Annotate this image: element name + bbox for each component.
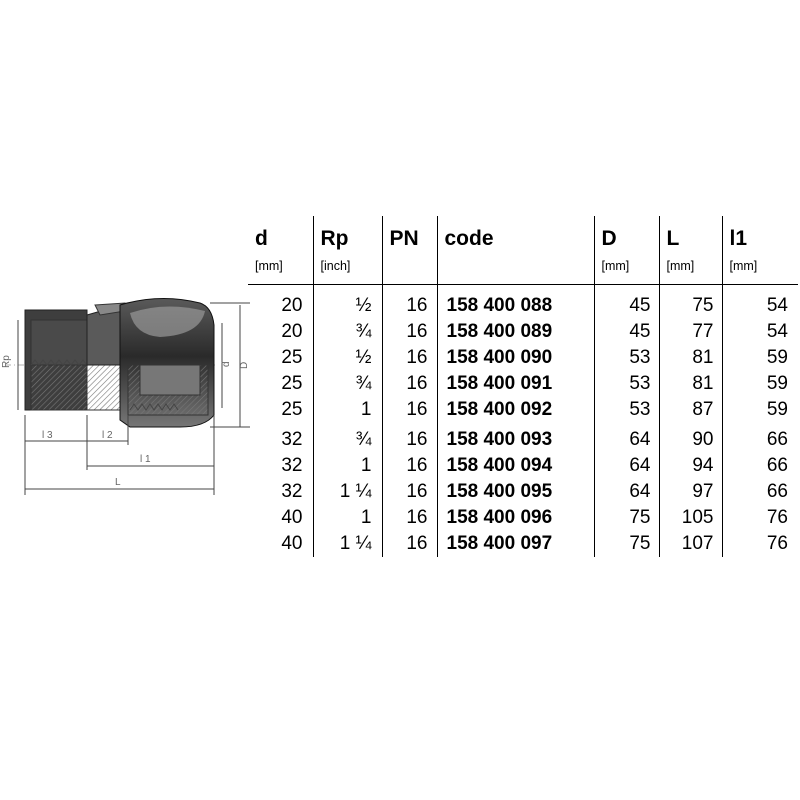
cell-code: 158 400 088 bbox=[437, 285, 594, 320]
cell-pn: 16 bbox=[382, 285, 437, 320]
cell-D: 64 bbox=[594, 453, 659, 479]
cell-rp: ¾ bbox=[313, 427, 382, 453]
cell-code: 158 400 090 bbox=[437, 345, 594, 371]
cell-L: 81 bbox=[659, 345, 722, 371]
cell-pn: 16 bbox=[382, 479, 437, 505]
cell-L: 107 bbox=[659, 531, 722, 557]
header-rp: Rp [inch] bbox=[313, 216, 382, 285]
header-D: D [mm] bbox=[594, 216, 659, 285]
cell-d: 25 bbox=[281, 373, 303, 394]
cell-D: 45 bbox=[594, 285, 659, 320]
cell-l1: 76 bbox=[722, 531, 798, 557]
cell-pn: 16 bbox=[382, 345, 437, 371]
table-row bbox=[248, 453, 798, 479]
table-row bbox=[248, 319, 798, 345]
fitting-technical-drawing bbox=[0, 215, 250, 505]
cell-d: 25 bbox=[281, 347, 303, 368]
table-row bbox=[248, 479, 798, 505]
l2-label: l 2 bbox=[102, 430, 113, 441]
cell-rp: 1 bbox=[313, 453, 382, 479]
table-row bbox=[248, 505, 798, 531]
cell-D: 53 bbox=[594, 371, 659, 397]
cell-pn: 16 bbox=[382, 505, 437, 531]
cell-rp: 1 ¼ bbox=[313, 531, 382, 557]
table-row bbox=[248, 285, 798, 320]
cell-pn: 16 bbox=[382, 371, 437, 397]
cell-L: 87 bbox=[659, 397, 722, 423]
fitting-neck bbox=[87, 303, 125, 365]
cell-l1: 59 bbox=[722, 371, 798, 397]
header-l1: l1 [mm] bbox=[722, 216, 798, 285]
cell-code: 158 400 097 bbox=[437, 531, 594, 557]
cell-L: 75 bbox=[659, 285, 722, 320]
cell-rp: 1 ¼ bbox=[313, 479, 382, 505]
compression-cap bbox=[120, 298, 214, 427]
cell-D: 64 bbox=[594, 479, 659, 505]
cell-code: 158 400 095 bbox=[437, 479, 594, 505]
cell-code: 158 400 089 bbox=[437, 319, 594, 345]
cell-l1: 54 bbox=[722, 285, 798, 320]
table-row bbox=[248, 531, 798, 557]
cell-rp: ½ bbox=[313, 285, 382, 320]
cell-code: 158 400 094 bbox=[437, 453, 594, 479]
spec-table bbox=[248, 216, 798, 557]
cell-d: 20 bbox=[281, 295, 303, 316]
cell-pn: 16 bbox=[382, 531, 437, 557]
rp-label: Rp bbox=[1, 355, 12, 368]
cell-l1: 54 bbox=[722, 319, 798, 345]
length-label: L bbox=[115, 477, 121, 488]
cell-l1: 66 bbox=[722, 453, 798, 479]
cell-rp: 1 bbox=[313, 505, 382, 531]
cell-D: 64 bbox=[594, 427, 659, 453]
header-code: code bbox=[437, 216, 594, 285]
cell-d: 40 bbox=[281, 533, 303, 554]
d-small-label: d bbox=[221, 361, 232, 367]
cell-L: 77 bbox=[659, 319, 722, 345]
cell-pn: 16 bbox=[382, 397, 437, 423]
cell-l1: 76 bbox=[722, 505, 798, 531]
l3-label: l 3 bbox=[42, 430, 53, 441]
l1-label: l 1 bbox=[140, 454, 151, 465]
cell-code: 158 400 096 bbox=[437, 505, 594, 531]
cell-L: 94 bbox=[659, 453, 722, 479]
header-L: L [mm] bbox=[659, 216, 722, 285]
d-large-label: D bbox=[239, 361, 250, 369]
cell-l1: 66 bbox=[722, 479, 798, 505]
cell-rp: ¾ bbox=[313, 371, 382, 397]
cell-D: 53 bbox=[594, 397, 659, 423]
table-row bbox=[248, 397, 798, 423]
cell-l1: 59 bbox=[722, 397, 798, 423]
cell-d: 20 bbox=[281, 321, 303, 342]
cell-l1: 66 bbox=[722, 427, 798, 453]
cell-L: 97 bbox=[659, 479, 722, 505]
cell-d: 32 bbox=[281, 455, 303, 476]
cell-D: 45 bbox=[594, 319, 659, 345]
cell-rp: ¾ bbox=[313, 319, 382, 345]
cell-code: 158 400 091 bbox=[437, 371, 594, 397]
cell-l1: 59 bbox=[722, 345, 798, 371]
cell-code: 158 400 092 bbox=[437, 397, 594, 423]
table-row bbox=[248, 345, 798, 371]
cell-code: 158 400 093 bbox=[437, 427, 594, 453]
table-row bbox=[248, 427, 798, 453]
cell-d: 25 bbox=[281, 399, 303, 420]
cell-pn: 16 bbox=[382, 319, 437, 345]
cell-d: 32 bbox=[281, 429, 303, 450]
cell-L: 105 bbox=[659, 505, 722, 531]
header-row bbox=[248, 216, 798, 285]
cell-pn: 16 bbox=[382, 427, 437, 453]
header-d: d [mm] bbox=[248, 216, 313, 285]
table-row bbox=[248, 371, 798, 397]
cell-D: 75 bbox=[594, 531, 659, 557]
header-pn: PN bbox=[382, 216, 437, 285]
cell-D: 53 bbox=[594, 345, 659, 371]
cell-rp: 1 bbox=[313, 397, 382, 423]
cell-rp: ½ bbox=[313, 345, 382, 371]
cell-pn: 16 bbox=[382, 453, 437, 479]
cell-d: 32 bbox=[281, 481, 303, 502]
cell-L: 90 bbox=[659, 427, 722, 453]
cell-L: 81 bbox=[659, 371, 722, 397]
cell-d: 40 bbox=[281, 507, 303, 528]
cell-D: 75 bbox=[594, 505, 659, 531]
